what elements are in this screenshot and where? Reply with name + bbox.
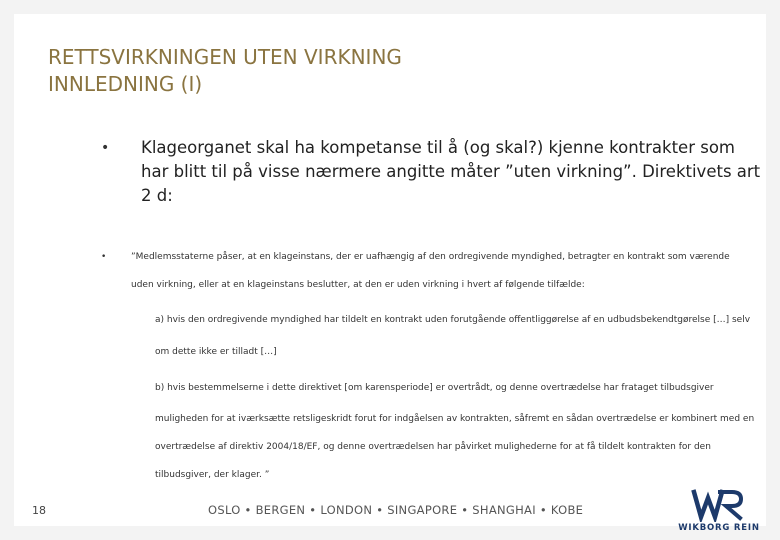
title-line-2: INNLEDNING (I)	[48, 72, 203, 96]
office-locations: OSLO • BERGEN • LONDON • SINGAPORE • SHANGHAI • KOBE	[208, 503, 584, 517]
quote-line: muligheden for at iværksætte retsligeskridt forut for indgåelsen av kontrakten, såfremt en sådan overtrædelse er kombinert med en	[155, 414, 755, 424]
bullet-icon: •	[101, 252, 107, 262]
quote-line: a) hvis den ordregivende myndighed har tildelt en kontrakt uden forutgående offentliggørelse af en udbudsbekendtgørelse […] selv	[155, 315, 751, 325]
wr-monogram-icon	[674, 488, 764, 522]
slide	[14, 14, 766, 533]
quote-line: om dette ikke er tilladt […]	[155, 347, 277, 357]
page-number: 18	[32, 504, 46, 517]
quote-line: ”Medlemsstaterne påser, at en klageinstans, der er uafhængig af den ordregivende myndighed, betragter en kontrakt som værende	[131, 252, 730, 262]
quote-line: tilbudsgiver, der klager. ”	[155, 470, 270, 480]
logo-wordmark: WIKBORG REIN	[678, 523, 760, 533]
quote-line: uden virkning, eller at en klageinstans beslutter, at den er uden virkning i hvert af følgende tilfælde:	[131, 280, 585, 290]
title-line-1: RETTSVIRKNINGEN UTEN VIRKNING	[48, 45, 402, 69]
quote-line: b) hvis bestemmelserne i dette direktivet [om karensperiode] er overtrådt, og denne overtrædelse har frataget tilbudsgiver	[155, 383, 714, 393]
slide-title	[48, 44, 402, 98]
main-bullet-text: Klageorganet skal ha kompetanse til å (og skal?) kjenne kontrakter som har blitt til på visse nærmere angitte måter ”uten virkning”. Direktivets art 2 d:	[141, 138, 761, 205]
wikborg-rein-logo	[674, 488, 764, 536]
bullet-icon: •	[101, 140, 110, 156]
quote-line: overtrædelse af direktiv 2004/18/EF, og denne overtrædelsen har påvirket mulighederne for at få tildelt kontrakten for den	[155, 442, 711, 452]
